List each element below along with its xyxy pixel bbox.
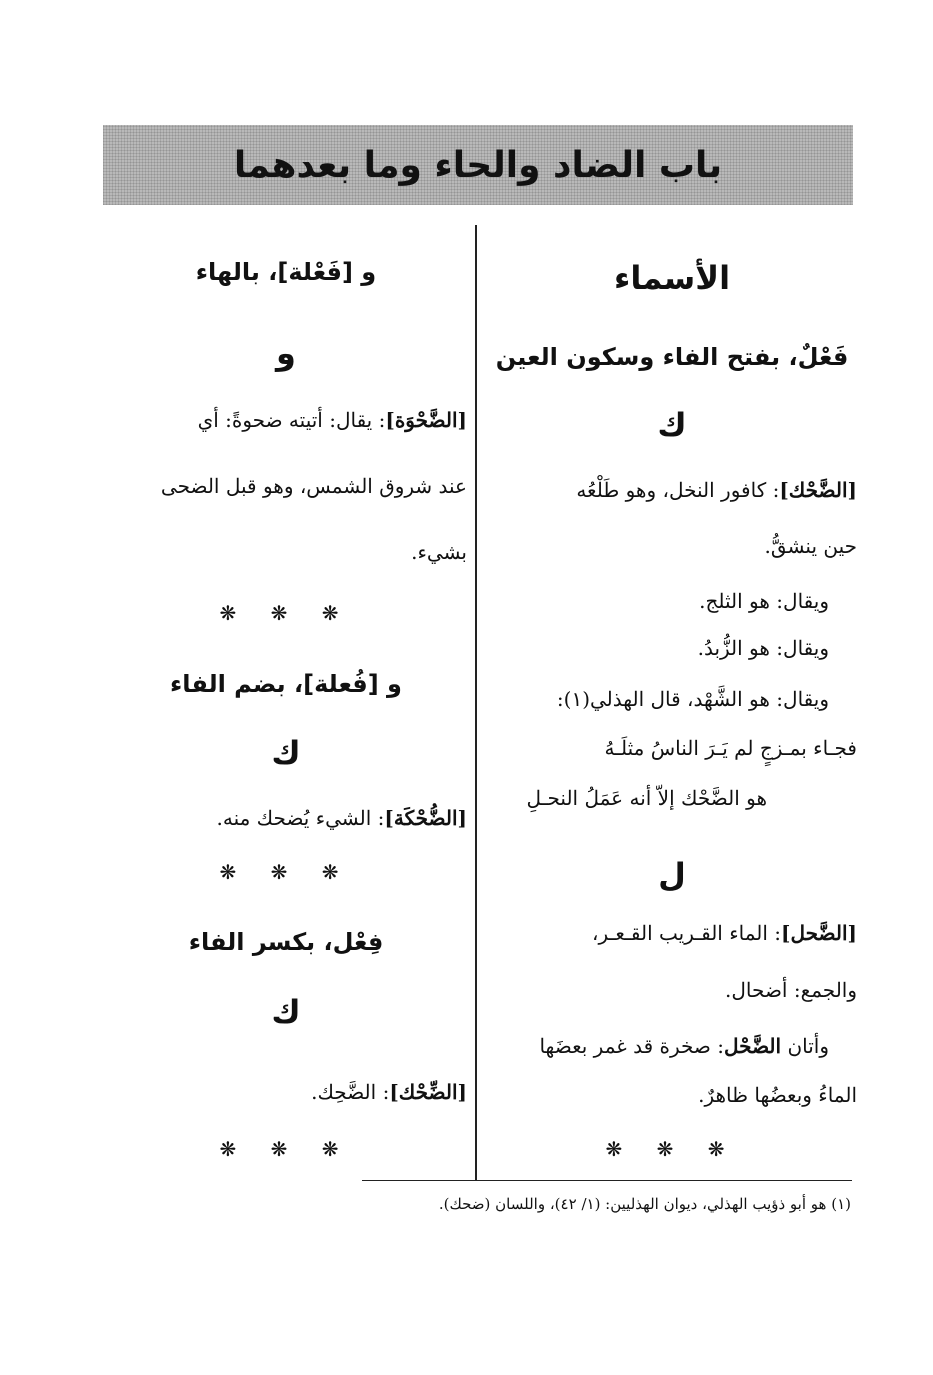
- section-separator: ❋ ❋ ❋: [219, 601, 353, 625]
- entry-term: [الضَّحْك]: [779, 478, 857, 502]
- section-separator: ❋ ❋ ❋: [219, 1137, 353, 1161]
- footnote-rule: [362, 1180, 852, 1181]
- entry-line: ويقال: هو الزُّبدُ.: [697, 636, 829, 660]
- chapter-banner: [103, 125, 853, 205]
- letter-heading: و: [276, 334, 296, 372]
- section-separator: ❋ ❋ ❋: [219, 860, 353, 884]
- entry-term: [الضَّحل]: [781, 921, 857, 945]
- entry-line: بشيء.: [411, 540, 467, 564]
- chapter-title: باب الضاد والحاء وما بعدهما: [233, 144, 723, 186]
- entry-text: : الضَّحِك.: [311, 1080, 390, 1104]
- entry-text: : الماء القـريب القـعـر،: [592, 921, 782, 945]
- letter-heading: ك: [271, 993, 301, 1031]
- letter-heading: ك: [271, 734, 301, 772]
- entry-text: : كافور النخل، وهو طَلْعُه: [576, 478, 780, 502]
- entry-line: عند شروق الشمس، وهو قبل الضحى: [160, 474, 467, 498]
- footnote: (١) هو أبو ذؤيب الهذلي، ديوان الهذليين: (١/ ٤٢)، واللسان (ضحك).: [438, 1195, 851, 1213]
- entry-text: : يقال: أتيته ضحوةً: أي: [197, 408, 386, 432]
- pattern-heading: و [فَعْلة]، بالهاء: [195, 258, 377, 286]
- entry-line: حين ينشقُّ.: [764, 534, 857, 558]
- entry-term: [الضِّحْك]: [389, 1080, 467, 1104]
- entry-line: [105, 405, 467, 435]
- entry-line: والجمع: أضحال.: [725, 978, 857, 1002]
- entry-line: [487, 475, 857, 505]
- entry-prefix: وأتان: [787, 1034, 829, 1058]
- verse-line: هو الضَّحْك إلاّ أنه عَمَلُ النحـلِ: [526, 786, 767, 810]
- letter-heading: ك: [657, 406, 687, 444]
- pattern-heading: فِعْل، بكسر الفاء: [188, 928, 384, 956]
- pattern-heading: فَعْلٌ، بفتح الفاء وسكون العين: [495, 343, 849, 371]
- entry-term: الضَّحْل: [724, 1034, 782, 1058]
- entry-line: ويقال: هو الثلج.: [699, 589, 829, 613]
- entry-line: [487, 918, 857, 948]
- entry-line: الماءُ وبعضُها ظاهرٌ.: [698, 1083, 857, 1107]
- entry-term: [الضُّحْكَة]: [384, 806, 467, 830]
- entry-line: [487, 1031, 857, 1061]
- entry-text: : الشيء يُضحك منه.: [216, 806, 385, 830]
- pattern-heading: و [فُعلة]، بضم الفاء: [170, 670, 402, 698]
- entry-line: ويقال: هو الشَّهْد، قال الهذلي(١):: [556, 687, 829, 711]
- section-heading: الأسماء: [613, 259, 731, 297]
- entry-line: [105, 803, 467, 833]
- entry-text: : صخرة قد غمر بعضَها: [539, 1034, 725, 1058]
- column-divider: [475, 225, 477, 1180]
- section-separator: ❋ ❋ ❋: [605, 1137, 739, 1161]
- entry-line: [105, 1077, 467, 1107]
- verse-line: فجـاء بمـزجٍ لم يَـرَ الناسُ مثلَـهُ: [604, 736, 857, 760]
- letter-heading: ل: [658, 856, 686, 894]
- entry-term: [الضَّحْوَة]: [385, 408, 467, 432]
